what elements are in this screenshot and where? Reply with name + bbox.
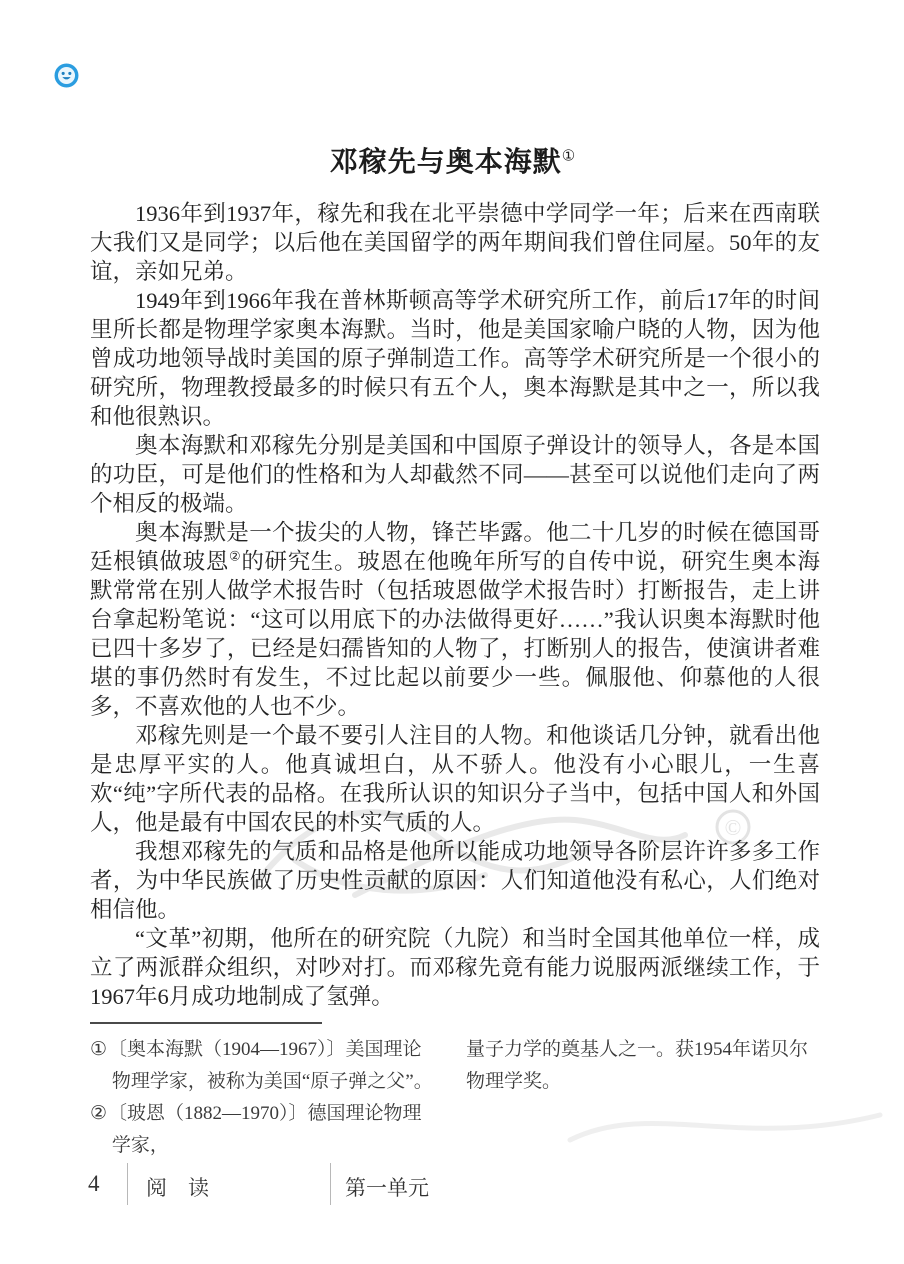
page-footer	[0, 1163, 904, 1205]
paragraph: 奥本海默和邓稼先分别是美国和中国原子弹设计的领导人，各是本国的功臣，可是他们的性格和为人却截然不同——甚至可以说他们走向了两个相反的极端。	[90, 433, 820, 516]
lesson-title	[90, 140, 816, 180]
paragraph: 1949年到1966年我在普林斯顿高等学术研究所工作，前后17年的时间里所长都是物理学家奥本海默。当时，他是美国家喻户晓的人物，因为他曾成功地领导战时美国的原子弹制造工作。高等学术研究所是一个很小的研究所，物理教授最多的时候只有五个人，奥本海默是其中之一，所以我和他很熟识。	[90, 288, 820, 429]
footnotes-left	[90, 1034, 440, 1162]
footnote-item: ①〔奥本海默（1904—1967）〕美国理论物理学家，被称为美国“原子弹之父”。	[90, 1039, 433, 1092]
footnote-marker: ①	[90, 1039, 108, 1060]
footnote-marker: ②	[90, 1103, 108, 1124]
footnote-item: ②〔玻恩（1882—1970）〕德国理论物理学家，	[90, 1103, 422, 1156]
paragraph: 我想邓稼先的气质和品格是他所以能成功地领导各阶层许许多多工作者，为中华民族做了历史性贡献的原因：人们知道他没有私心，人们绝对相信他。	[90, 839, 820, 922]
footer-divider	[330, 1163, 331, 1205]
footnote-columns	[90, 1034, 822, 1162]
footer-section-label: 阅 读	[146, 1176, 209, 1200]
footnotes	[90, 1022, 822, 1162]
footnote-divider	[90, 1022, 322, 1024]
footnotes-right	[466, 1034, 822, 1162]
title-footnote-marker: ①	[561, 148, 577, 165]
smiley-face-icon[interactable]	[54, 63, 79, 88]
body-paragraphs	[90, 199, 820, 1011]
lesson-title-text: 邓稼先与奥本海默	[329, 147, 562, 178]
paragraph: 奥本海默是一个拔尖的人物，锋芒毕露。他二十几岁的时候在德国哥廷根镇做玻恩②的研究生。玻恩在他晚年所写的自传中说，研究生奥本海默常常在别人做学术报告时（包括玻恩做学术报告时）打断报告，走上讲台拿起粉笔说：“这可以用底下的办法做得更好……”我认识奥本海默时他已四十多岁了，已经是妇孺皆知的人物了，打断别人的报告，使演讲者难堪的事仍然时有发生，不过比起以前要少一些。佩服他、仰慕他的人很多，不喜欢他的人也不少。	[90, 520, 820, 719]
paragraph: 1936年到1937年，稼先和我在北平崇德中学同学一年；后来在西南联大我们又是同学；以后他在美国留学的两年期间我们曾住同屋。50年的友谊，亲如兄弟。	[90, 201, 820, 284]
footer-unit-label: 第一单元	[345, 1176, 429, 1200]
footnote-reference-marker: ②	[229, 548, 242, 564]
footer-divider	[127, 1163, 128, 1205]
paragraph: 邓稼先则是一个最不要引人注目的人物。和他谈话几分钟，就看出他是忠厚平实的人。他真诚坦白，从不骄人。他没有小心眼儿，一生喜欢“纯”字所代表的品格。在我所认识的知识分子当中，包括中国人和外国人，他是最有中国农民的朴实气质的人。	[90, 723, 820, 835]
footnote-continuation: 量子力学的奠基人之一。获1954年诺贝尔物理学奖。	[466, 1039, 809, 1092]
watermark-copyright-symbol: ©	[724, 815, 742, 840]
page-number: 4	[88, 1171, 100, 1196]
paragraph: “文革”初期，他所在的研究院（九院）和当时全国其他单位一样，成立了两派群众组织，对吵对打。而邓稼先竟有能力说服两派继续工作，于1967年6月成功地制成了氢弹。	[90, 926, 820, 1009]
